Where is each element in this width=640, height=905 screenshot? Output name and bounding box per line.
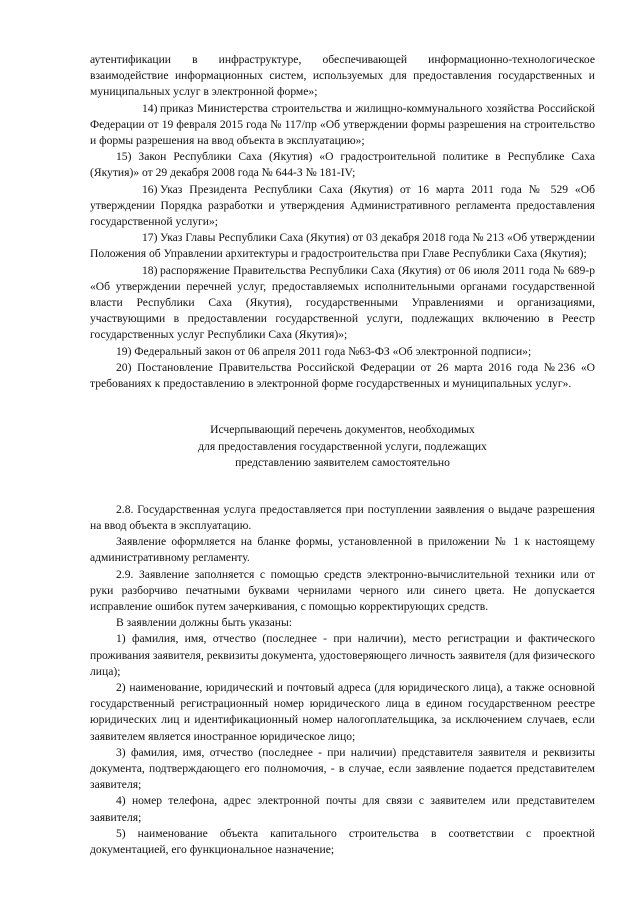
paragraph-text: 5) наименование объекта капитального строительства в соответствии с проектной документацией, его функциональное назначение; bbox=[90, 826, 595, 857]
document-body bbox=[90, 52, 595, 858]
paragraph bbox=[90, 534, 595, 566]
paragraph-text: 2.8. Государственная услуга предоставляется при поступлении заявления о выдаче разрешения на ввод объекта в эксплуатацию. bbox=[90, 502, 595, 532]
paragraph-text: аутентификации в инфраструктуре, обеспечивающей информационно-технологическое взаимодействие информационных систем, используемых для предоставления государственных и муниципальных услуг в электронной форме»; bbox=[90, 53, 595, 99]
list-number: 16) bbox=[142, 182, 158, 196]
paragraph bbox=[90, 344, 595, 360]
paragraph-text: Указ Президента Республики Саха (Якутия) от 16 марта 2011 года № 529 «Об утверждении Порядка разработки и утверждения Административного регламента предоставления государственной услуги»; bbox=[90, 182, 595, 229]
paragraph bbox=[90, 615, 595, 631]
section-heading bbox=[90, 422, 595, 472]
paragraph-text: 1) фамилия, имя, отчество (последнее - при наличии), место регистрации и фактического проживания заявителя, реквизиты документа, удостоверяющего личность заявителя (для физического лица); bbox=[90, 632, 595, 678]
list-number: 14) bbox=[142, 101, 158, 115]
paragraph-text: 15) Закон Республики Саха (Якутия) «О градостроительной политике в Республике Саха (Якутия)» от 29 декабря 2008 года № 644-З № 181-IV; bbox=[90, 150, 595, 180]
paragraph-text: приказ Министерства строительства и жилищно-коммунального хозяйства Российской Федерации от 19 февраля 2015 года № 117/пр «Об утверждении формы разрешения на строительство и формы разрешения на ввод объекта в эксплуатацию»; bbox=[90, 101, 595, 148]
list-number: 18) bbox=[142, 263, 158, 277]
paragraph-text: распоряжение Правительства Республики Саха (Якутия) от 06 июля 2011 года № 689-р «Об утверждении перечней услуг, предоставляемых исполнительными органами государственной власти Республики Саха (Якутия), государственными Управлениями и организациями, участвующими в предоставлении государственной услуги, подлежащих включению в Реестр государственных услуг Республики Саха (Якутия)»; bbox=[90, 263, 595, 342]
heading-line: Исчерпывающий перечень документов, необходимых bbox=[210, 423, 475, 437]
list-number: 17) bbox=[142, 231, 158, 245]
paragraph-text: 3) фамилия, имя, отчество (последнее - при наличии) представителя заявителя и реквизиты документа, подтверждающего его полномочия, - в случае, если заявление подается представителем заявителя; bbox=[90, 745, 595, 792]
paragraph-text: В заявлении должны быть указаны: bbox=[116, 616, 292, 630]
paragraph-text: Заявление оформляется на бланке формы, установленной в приложении № 1 к настоящему административному регламенту. bbox=[90, 535, 595, 565]
paragraph bbox=[90, 263, 595, 344]
paragraph bbox=[90, 52, 595, 101]
paragraph-text: 4) номер телефона, адрес электронной почты для связи с заявителем или представителем заявителя; bbox=[90, 794, 595, 824]
paragraph bbox=[90, 567, 595, 616]
paragraph-text: 2) наименование, юридический и почтовый адреса (для юридического лица), а также основной государственный регистрационный номер юридического лица в едином государственном реестре юридических лиц и идентификационный номер налогоплательщика, за исключением случаев, если заявителем является иностранное юридическое лицо; bbox=[90, 681, 595, 743]
paragraph bbox=[90, 360, 595, 392]
paragraph bbox=[90, 149, 595, 181]
paragraph-text: 2.9. Заявление заполняется с помощью средств электронно-вычислительной техники или от руки разборчиво печатными буквами чернилами черного или синего цвета. Не допускается исправление ошибок путем зачеркивания, с помощью корректирующих средств. bbox=[90, 567, 595, 613]
paragraph bbox=[90, 826, 595, 858]
paragraph bbox=[90, 745, 595, 794]
paragraph-text: Указ Главы Республики Саха (Якутия) от 03 декабря 2018 года № 213 «Об утверждении Положения об Управлении архитектуры и градостроительства при Главе Республики Саха (Якутия); bbox=[90, 231, 595, 261]
paragraph bbox=[90, 101, 595, 150]
paragraph bbox=[90, 182, 595, 231]
spacer bbox=[90, 392, 595, 422]
heading-line: для предоставления государственной услуги, подлежащих bbox=[198, 439, 487, 453]
paragraph bbox=[90, 502, 595, 534]
spacer bbox=[90, 472, 595, 502]
paragraph bbox=[90, 793, 595, 825]
paragraph bbox=[90, 680, 595, 745]
paragraph bbox=[90, 230, 595, 262]
paragraph bbox=[90, 631, 595, 680]
paragraph-text: 19) Федеральный закон от 06 апреля 2011 года №63-ФЗ «Об электронной подписи»; bbox=[116, 344, 532, 358]
paragraph-text: 20) Постановление Правительства Российской Федерации от 26 марта 2016 года №236 «О требованиях к предоставлению в электронной форме государственных и муниципальных услуг». bbox=[90, 360, 595, 391]
heading-line: представлению заявителем самостоятельно bbox=[235, 456, 450, 470]
